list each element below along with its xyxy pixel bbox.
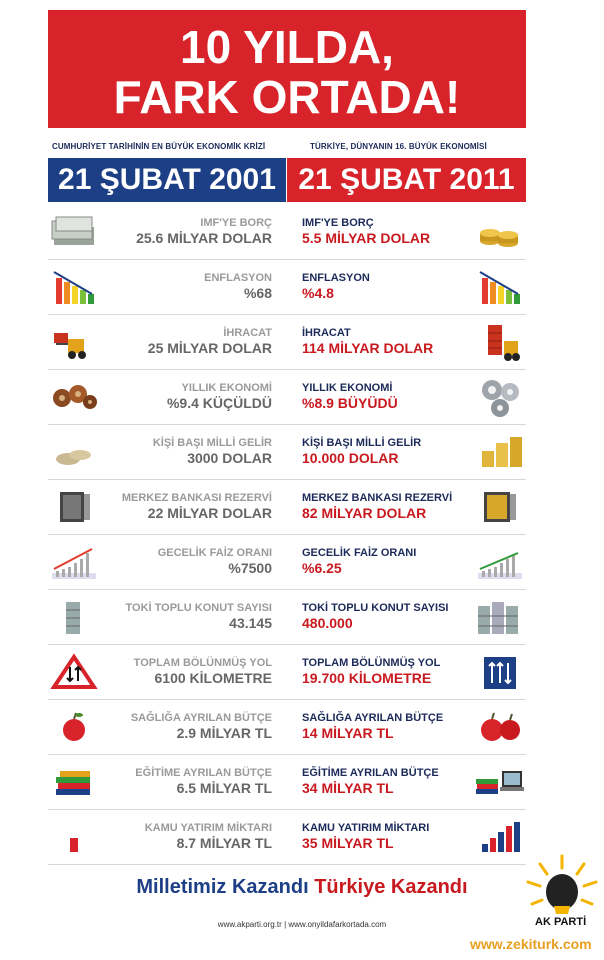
right-value: 114 MİLYAR DOLAR <box>302 340 434 356</box>
right-label: SAĞLIĞA AYRILAN BÜTÇE <box>302 712 444 724</box>
divided-road-sign-icon <box>474 651 526 693</box>
left-cell <box>92 327 272 357</box>
left-cell <box>92 217 272 247</box>
apples-icon <box>474 706 526 748</box>
slogan-part-1: Milletimiz Kazandı <box>136 876 309 898</box>
left-label: KİŞİ BAŞI MİLLİ GELİR <box>152 437 272 449</box>
left-value: 2.9 MİLYAR TL <box>176 725 272 741</box>
subtitle-left: CUMHURİYET TARİHİNİN EN BÜYÜK EKONOMİK KRİZİ <box>52 142 266 151</box>
left-cell <box>92 822 272 852</box>
url-onyilda[interactable]: www.onyildafarkortada.com <box>288 920 387 929</box>
left-cell <box>92 712 272 742</box>
left-value: %9.4 KÜÇÜLDÜ <box>166 395 272 411</box>
left-value: 6100 KİLOMETRE <box>154 670 272 686</box>
right-cell <box>302 437 482 467</box>
left-label: TOKİ TOPLU KONUT SAYISI <box>125 602 272 614</box>
books-laptop-icon <box>474 761 526 803</box>
buildings-icon <box>474 596 526 638</box>
left-label: ENFLASYON <box>204 272 272 284</box>
comparison-row <box>48 205 526 260</box>
comparison-row <box>48 260 526 315</box>
left-value: %7500 <box>228 560 272 576</box>
left-value: 8.7 MİLYAR TL <box>176 835 272 851</box>
left-value: 6.5 MİLYAR TL <box>176 780 272 796</box>
comparison-row <box>48 810 526 865</box>
right-label: KAMU YATIRIM MİKTARI <box>302 822 430 834</box>
left-label: EĞİTİME AYRILAN BÜTÇE <box>135 767 272 779</box>
subtitle-right: TÜRKİYE, DÜNYANIN 16. BÜYÜK EKONOMİSİ <box>310 142 487 151</box>
right-label: IMF'YE BORÇ <box>302 217 374 229</box>
left-cell <box>92 602 272 632</box>
right-value: 480.000 <box>302 615 353 631</box>
right-label: ENFLASYON <box>302 272 370 284</box>
left-cell <box>92 272 272 302</box>
comparison-row <box>48 645 526 700</box>
url-akparti[interactable]: www.akparti.org.tr <box>217 920 282 929</box>
left-value: 25.6 MİLYAR DOLAR <box>136 230 272 246</box>
comparison-row <box>48 315 526 370</box>
right-label: GECELİK FAİZ ORANI <box>302 547 417 559</box>
left-value: 3000 DOLAR <box>187 450 272 466</box>
comparison-row <box>48 425 526 480</box>
comparison-row <box>48 755 526 810</box>
right-cell <box>302 767 482 797</box>
left-label: İHRACAT <box>223 327 272 339</box>
right-cell <box>302 327 482 357</box>
right-label: TOPLAM BÖLÜNMÜŞ YOL <box>302 657 441 669</box>
right-cell <box>302 547 482 577</box>
url-separator: | <box>284 920 287 929</box>
right-label: YILLIK EKONOMİ <box>302 382 393 394</box>
watermark: www.zekiturk.com <box>470 936 592 952</box>
left-cell <box>92 767 272 797</box>
shiny-gears-icon <box>474 376 526 418</box>
title-line-1: 10 YILDA, <box>180 21 394 73</box>
bar-chart-icon <box>474 816 526 858</box>
title-line-2: FARK ORTADA! <box>113 71 461 123</box>
right-cell <box>302 822 482 852</box>
right-value: %4.8 <box>302 285 334 301</box>
coins-icon <box>474 211 526 253</box>
right-value: 35 MİLYAR TL <box>302 835 394 851</box>
right-value: %6.25 <box>302 560 342 576</box>
left-label: SAĞLIĞA AYRILAN BÜTÇE <box>130 712 272 724</box>
left-value: 22 MİLYAR DOLAR <box>147 505 272 521</box>
right-label: MERKEZ BANKASI REZERVİ <box>302 492 453 504</box>
date-2011: 21 ŞUBAT 2011 <box>287 158 526 202</box>
right-label: İHRACAT <box>302 327 351 339</box>
left-cell <box>92 437 272 467</box>
left-label: KAMU YATIRIM MİKTARI <box>144 822 272 834</box>
right-cell <box>302 602 482 632</box>
left-cell <box>92 492 272 522</box>
left-cell <box>92 547 272 577</box>
left-value: 25 MİLYAR DOLAR <box>147 340 272 356</box>
declining-bar-chart-icon <box>474 266 526 308</box>
date-2001: 21 ŞUBAT 2001 <box>48 158 286 202</box>
forklift-stack-icon <box>474 321 526 363</box>
right-cell <box>302 382 482 412</box>
right-cell <box>302 657 482 687</box>
left-cell <box>92 382 272 412</box>
right-value: 14 MİLYAR TL <box>302 725 394 741</box>
comparison-row <box>48 370 526 425</box>
left-value: %68 <box>243 285 272 301</box>
right-label: TOKİ TOPLU KONUT SAYISI <box>302 602 449 614</box>
left-label: TOPLAM BÖLÜNMÜŞ YOL <box>133 657 272 669</box>
right-value: %8.9 BÜYÜDÜ <box>302 395 398 411</box>
right-value: 19.700 KİLOMETRE <box>302 670 432 686</box>
right-value: 5.5 MİLYAR DOLAR <box>302 230 431 246</box>
left-label: IMF'YE BORÇ <box>200 217 272 229</box>
footer-urls <box>0 920 604 929</box>
comparison-row <box>48 480 526 535</box>
ak-parti-logo-text: AK PARTİ <box>535 916 587 928</box>
right-cell <box>302 217 482 247</box>
right-value: 10.000 DOLAR <box>302 450 399 466</box>
slogan <box>0 876 604 899</box>
left-label: MERKEZ BANKASI REZERVİ <box>121 492 272 504</box>
right-value: 34 MİLYAR TL <box>302 780 394 796</box>
comparison-table <box>48 205 526 865</box>
left-value: 43.145 <box>229 615 272 631</box>
right-label: KİŞİ BAŞI MİLLİ GELİR <box>302 437 422 449</box>
full-safe-icon <box>474 486 526 528</box>
left-cell <box>92 657 272 687</box>
right-value: 82 MİLYAR DOLAR <box>302 505 427 521</box>
comparison-row <box>48 590 526 645</box>
comparison-row <box>48 700 526 755</box>
left-label: YILLIK EKONOMİ <box>181 382 272 394</box>
right-cell <box>302 492 482 522</box>
right-cell <box>302 272 482 302</box>
low-chart-icon <box>474 541 526 583</box>
coin-stacks-icon <box>474 431 526 473</box>
slogan-part-2: Türkiye Kazandı <box>314 876 468 898</box>
right-cell <box>302 712 482 742</box>
left-label: GECELİK FAİZ ORANI <box>157 547 272 559</box>
title-banner <box>48 10 526 128</box>
right-label: EĞİTİME AYRILAN BÜTÇE <box>302 767 439 779</box>
comparison-row <box>48 535 526 590</box>
